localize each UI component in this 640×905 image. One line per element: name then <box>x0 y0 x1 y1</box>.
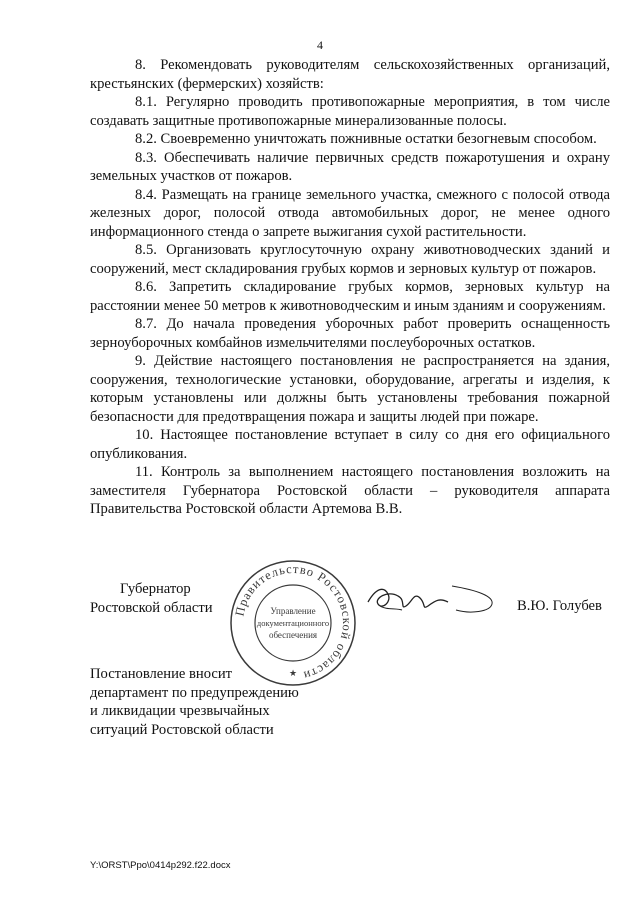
signatory-title-line2: Ростовской области <box>90 599 213 616</box>
seal-ring-text: Правительство Ростовской области <box>232 561 355 683</box>
paragraph-8-2: 8.2. Своевременно уничтожать пожнивные остатки безогневым способом. <box>135 131 597 147</box>
submitter-note <box>90 665 299 739</box>
paragraph-8-7: 8.7. До начала проведения уборочных работ проверить оснащенность зерноуборочных комбайнов измельчителями послеуборочных остатков. <box>90 316 610 351</box>
submitter-line2: департамент по предупреждению <box>90 684 299 701</box>
file-path-footer: Y:\ORST\Ppo\0414p292.f22.docx <box>90 860 231 871</box>
document-body <box>90 56 610 519</box>
paragraph-8: 8. Рекомендовать руководителям сельскохозяйственных организаций, крестьянских (фермерских) хозяйств: <box>90 57 610 92</box>
paragraph-8-6: 8.6. Запретить складирование грубых кормов, зерновых культур на расстоянии менее 50 метров к животноводческим и иным зданиям и сооружениям. <box>90 279 610 314</box>
seal-star-icon: ★ <box>288 668 298 678</box>
paragraph-8-4: 8.4. Размещать на границе земельного участка, смежного с полосой отвода железных дорог, полосой отвода автомобильных дорог, не менее одного информационного стенда о запрете выжигания сухой растительности. <box>90 186 610 240</box>
paragraph-9: 9. Действие настоящего постановления не распространяется на здания, сооружения, технологические установки, оборудование, агрегаты и изделия, к которым установлены или должны быть установлены требования пожарной безопасности для предотвращения пожара и защиты людей при пожаре. <box>90 353 610 425</box>
submitter-line3: и ликвидации чрезвычайных <box>90 703 270 719</box>
signatory-name: В.Ю. Голубев <box>517 598 602 614</box>
seal-center-line1: Управление <box>270 606 316 616</box>
submitter-line1: Постановление вносит <box>90 666 233 682</box>
paragraph-11: 11. Контроль за выполнением настоящего постановления возложить на заместителя Губернатора Ростовской области – руководителя аппарата Правительства Ростовской области Артемова В.В. <box>90 464 610 517</box>
submitter-line4: ситуаций Ростовской области <box>90 721 274 738</box>
page-number: 4 <box>317 38 323 52</box>
signatory-title <box>90 580 213 617</box>
paragraph-8-3: 8.3. Обеспечивать наличие первичных средств пожаротушения и охрану земельных участков от пожаров. <box>90 149 610 184</box>
paragraph-8-1: 8.1. Регулярно проводить противопожарные мероприятия, в том числе создавать защитные противопожарные минерализованные полосы. <box>90 94 610 129</box>
seal-center-line2: документационного <box>256 618 330 628</box>
seal-center-line3: обеспечения <box>268 630 318 640</box>
handwritten-signature <box>366 580 496 620</box>
paragraph-10: 10. Настоящее постановление вступает в силу со дня его официального опубликования. <box>90 427 610 462</box>
paragraph-8-5: 8.5. Организовать круглосуточную охрану животноводческих зданий и сооружений, мест складирования грубых кормов и зерновых культур от пожаров. <box>90 242 610 277</box>
signatory-title-line1: Губернатор <box>120 581 191 597</box>
